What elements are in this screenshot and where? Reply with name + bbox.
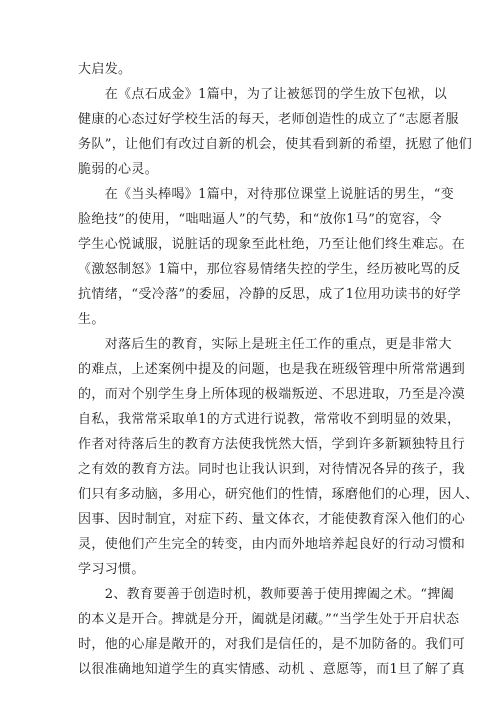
text-line: 脆弱的心灵。 (78, 162, 159, 177)
text-line: 《激怒制怒》1篇中，那位容易情绪失控的学生，经历被叱骂的反 (78, 262, 461, 277)
text-line: 务队”，让他们有改过自新的机会，使其看到新的希望，抚慰了他们 (78, 137, 473, 152)
text-line: 时，他的心扉是敞开的，对我们是信任的，是不加防备的。我们可 (78, 637, 466, 652)
text-line: 的，而对个别学生身上所体现的极端叛逆、不思进取，乃至是冷漠 (78, 387, 466, 402)
text-line: 学习习惯。 (78, 562, 145, 577)
text-line: 生。 (78, 312, 105, 327)
text-line: 作者对待落后生的教育方法使我恍然大悟，学到许多新颖独特且行 (78, 437, 466, 452)
text-line: 在《点石成金》1篇中，为了让被惩罚的学生放下包袱，以 (78, 87, 448, 102)
text-line: 大启发。 (78, 62, 132, 77)
text-line: 以很准确地知道学生的真实情感、动机 、意愿等，而1旦了解了真 (78, 662, 465, 677)
text-line: 的本义是开合。捭就是分开，阖就是闭藏。”“当学生处于开启状态 (78, 612, 460, 627)
text-line: 的难点，上述案例中提及的问题，也是我在班级管理中所常常遇到 (78, 362, 466, 377)
text-line: 之有效的教育方法。同时也让我认识到，对待情况各异的孩子，我 (78, 462, 466, 477)
text-line: 自私，我常常采取单1的方式进行说教，常常收不到明显的效果， (78, 412, 461, 427)
text-line: 2、教育要善于创造时机，教师要善于使用捭阖之术。“捭阖 (78, 587, 455, 602)
text-line: 抗情绪，“受冷落”的委屈，冷静的反思，成了1位用功读书的好学 (78, 287, 462, 302)
text-line: 健康的心态过好学校生活的每天，老师创造性的成立了“志愿者服 (78, 112, 459, 127)
text-line: 因事、因时制宜，对症下药、量文体衣，才能使教育深入他们的心 (78, 512, 466, 527)
text-line: 在《当头棒喝》1篇中，对待那位课堂上说脏话的男生，“变 (78, 187, 455, 202)
text-line: 脸绝技”的使用，“咄咄逼人”的气势，和“放你1马”的宽容，令 (78, 212, 443, 227)
text-line: 灵，使他们产生完全的转变，由内而外地培养起良好的行动习惯和 (78, 537, 466, 552)
text-line: 对落后生的教育，实际上是班主任工作的重点，更是非常大 (78, 337, 452, 352)
text-line: 学生心悦诚服，说脏话的现象至此杜绝，乃至让他们终生难忘。在 (78, 237, 466, 252)
text-line: 们只有多动脑，多用心，研究他们的性情，琢磨他们的心理，因人、 (78, 487, 479, 502)
